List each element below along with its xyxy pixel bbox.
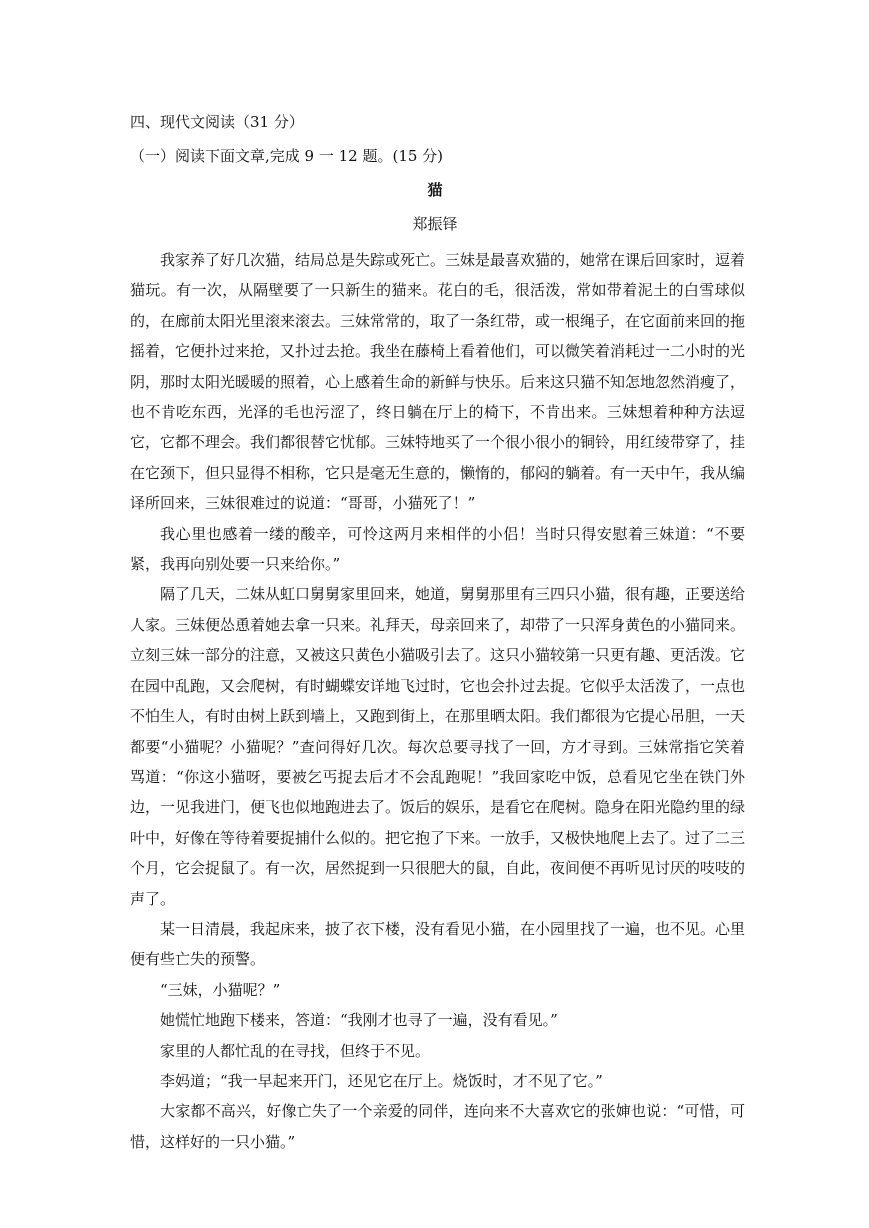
article-body [130,245,745,1157]
paragraph: “三妹，小猫呢？” [160,980,281,999]
paragraph: 我家养了好几次猫，结局总是失踪或死亡。三妹是最喜欢猫的，她常在课后回家时，逗着猫玩。有一次，从隔壁要了一只新生的猫来。花白的毛，很活泼，常如带着泥土的白雪球似的，在廊前太阳光里滚来滚去。三妹常常的，取了一条红带，或一根绳子，在它面前来回的拖摇着，它便扑过来抢，又扑过去抢。我坐在藤椅上看着他们，可以微笑着消耗过一二小时的光阴，那时太阳光暖暖的照着，心上感着生命的新鲜与快乐。后来这只猫不知怎地忽然消瘦了，也不肯吃东西，光泽的毛也污涩了，终日躺在厅上的椅下，不肯出来。三妹想着种种方法逗它，它都不理会。我们都很替它忧郁。三妹特地买了一个很小很小的铜铃，用红绫带穿了，挂在它颈下，但只显得不相称，它只是毫无生意的，懒惰的，郁闷的躺着。有一天中午，我从编译所回来，三妹很难过的说道：“哥哥，小猫死了！” [130,251,746,513]
section-heading: 四、现代文阅读（31 分） [130,113,304,131]
article-title: 猫 [427,181,443,199]
question-instruction: （一）阅读下面文章,完成 9 一 12 题。(15 分) [130,147,444,165]
paragraph: 她慌忙地跑下楼来，答道：“我刚才也寻了一遍，没有看见。” [160,1011,558,1030]
paragraph: 大家都不高兴，好像亡失了一个亲爱的同伴，连向来不大喜欢它的张婶也说：“可惜，可惜，这样好的一只小猫。” [130,1102,745,1151]
paragraph: 隔了几天，二妹从虹口舅舅家里回来，她道，舅舅那里有三四只小猫，很有趣，正要送给人家。三妹便怂恿着她去拿一只来。礼拜天，母亲回来了，却带了一只浑身黄色的小猫同来。立刻三妹一部分的注意，又被这只黄色小猫吸引去了。这只小猫较第一只更有趣、更活泼。它在园中乱跑，又会爬树，有时蝴蝶安详地飞过时，它也会扑过去捉。它似乎太活泼了，一点也不怕生人，有时由树上跃到墙上，又跑到街上，在那里晒太阳。我们都很为它提心吊胆，一天都要“小猫呢？小猫呢？”查问得好几次。每次总要寻找了一回，方才寻到。三妹常指它笑着骂道：“你这小猫呀，要被乞丐捉去后才不会乱跑呢！”我回家吃中饭，总看见它坐在铁门外边，一见我进门，便飞也似地跑进去了。饭后的娱乐，是看它在爬树。隐身在阳光隐约里的绿叶中，好像在等待着要捉捕什么似的。把它抱了下来。一放手，又极快地爬上去了。过了二三个月，它会捉鼠了。有一次，居然捉到一只很肥大的鼠，自此，夜间便不再听见讨厌的吱吱的声了。 [130,585,746,908]
paragraph: 李妈道；“我一早起来开门，还见它在厅上。烧饭时，才不见了它。” [160,1071,603,1090]
paragraph: 某一日清晨，我起床来，披了衣下楼，没有看见小猫，在小园里找了一遍，也不见。心里便有些亡失的预警。 [130,919,746,969]
paragraph: 家里的人都忙乱的在寻找，但终于不见。 [160,1041,431,1060]
paragraph: 我心里也感着一缕的酸辛，可怜这两月来相伴的小侣！当时只得安慰着三妹道：“不要紧，我再向别处要一只来给你。” [130,524,745,574]
article-author: 郑振铎 [412,215,458,233]
